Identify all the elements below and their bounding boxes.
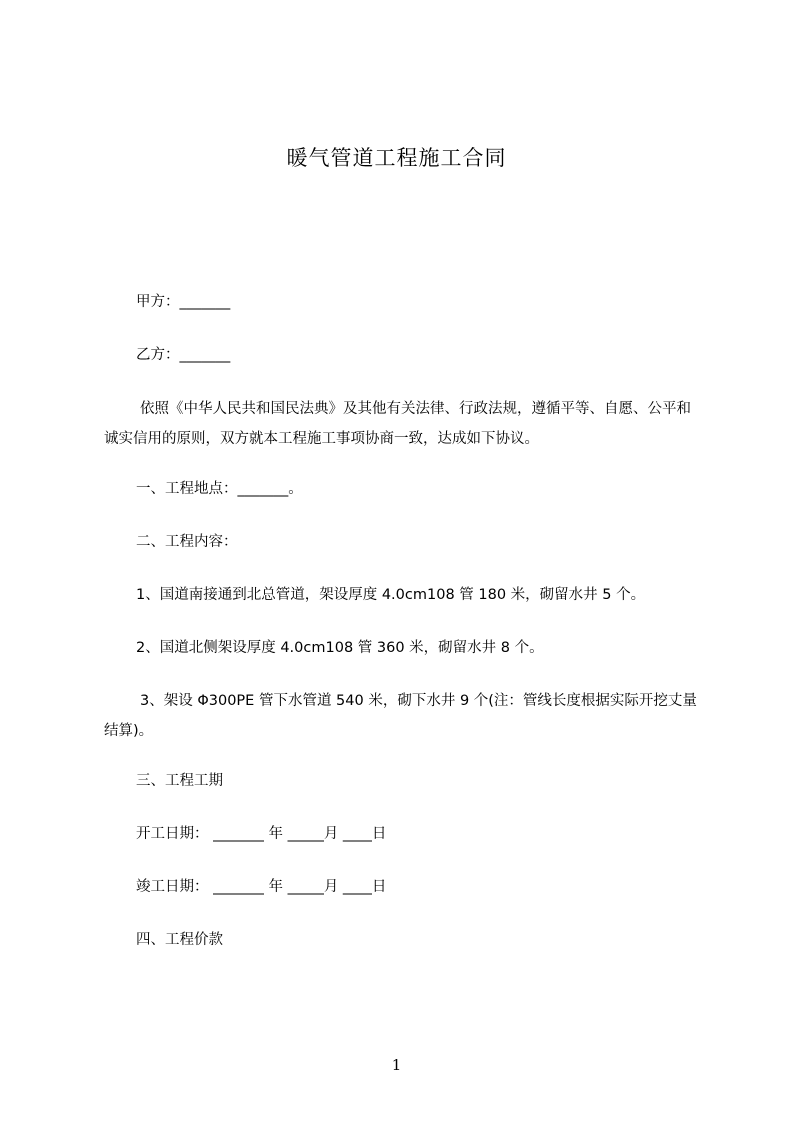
document-title: 暖气管道工程施工合同 xyxy=(286,146,507,170)
start-date-line: 开工日期： _______ 年 _____月 ____日 xyxy=(136,826,387,842)
section-2-item-1: 1、国道南接通到北总管道，架设厚度 4.0cm108 管 180 米，砌留水井 5 个。 xyxy=(136,587,646,603)
section-1-location: 一、工程地点：_______。 xyxy=(136,481,303,497)
section-4-heading: 四、工程价款 xyxy=(136,932,223,948)
preamble-paragraph: 依照《中华人民共和国民法典》及其他有关法律、行政法规，遵循平等、自愿、公平和诚实信用的原则，双方就本工程施工事项协商一致，达成如下协议。 xyxy=(104,401,691,447)
party-b-line: 乙方：_______ xyxy=(136,347,231,363)
section-2-heading: 二、工程内容： xyxy=(136,534,238,550)
party-a-line: 甲方：_______ xyxy=(136,294,231,310)
section-2-item-2: 2、国道北侧架设厚度 4.0cm108 管 360 米，砌留水井 8 个。 xyxy=(136,640,544,656)
section-2-item-3: 3、架设 Φ300PE 管下水管道 540 米，砌下水井 9 个(注：管线长度根据实际开挖丈量结算)。 xyxy=(104,693,697,739)
end-date-line: 竣工日期： _______ 年 _____月 ____日 xyxy=(136,879,387,895)
section-3-heading: 三、工程工期 xyxy=(136,773,223,789)
page-number: 1 xyxy=(391,1056,402,1074)
